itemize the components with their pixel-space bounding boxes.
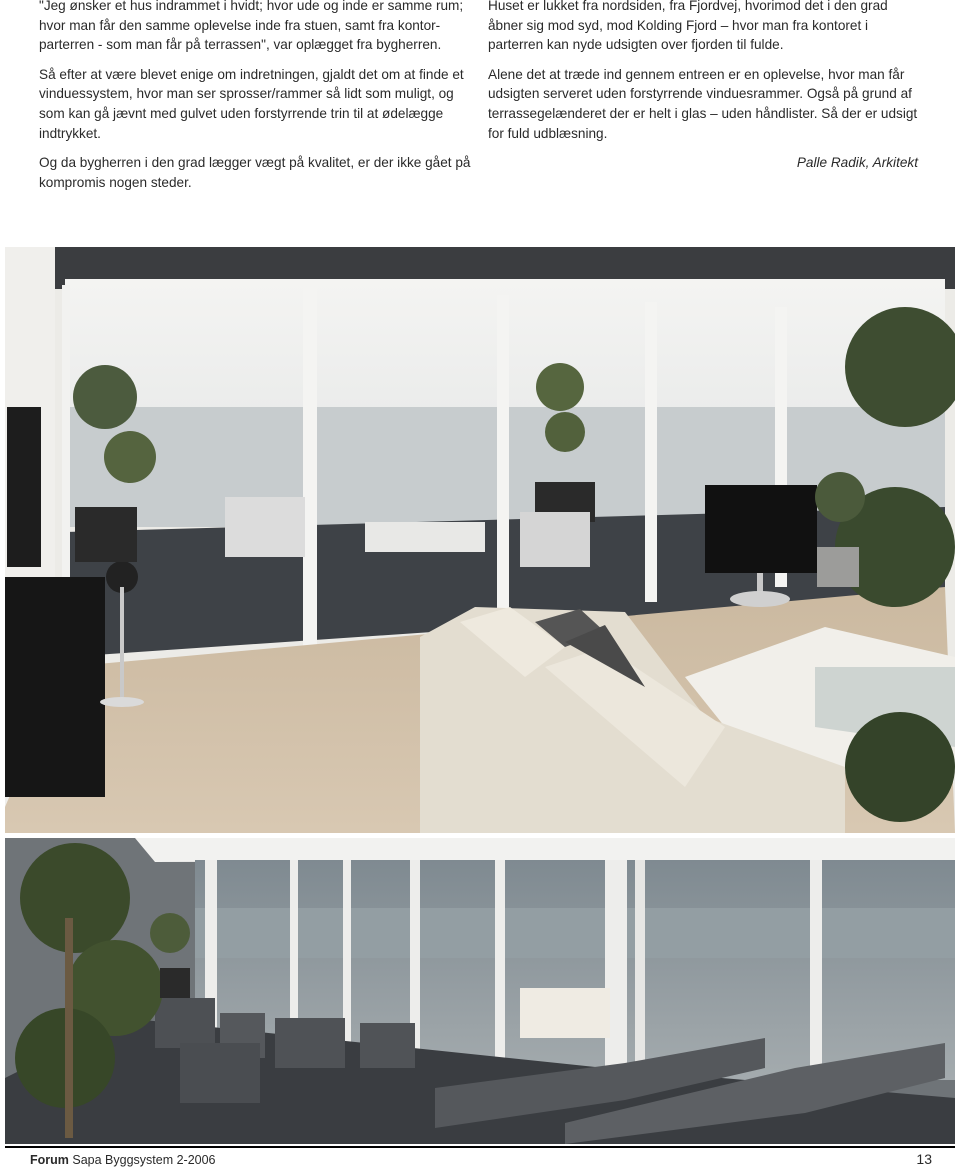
interior-living-room-photo [5,247,955,833]
publication-name-bold: Forum [30,1153,69,1167]
architect-signature: Palle Radik, Arkitekt [796,155,918,171]
left-text-column [39,0,479,202]
terrace-photo-illustration [5,838,955,1144]
terrace-exterior-photo [5,838,955,1144]
footer-publication [30,1153,216,1167]
footer-rule [5,1146,955,1148]
paragraph: Huset er lukket fra nordsiden, fra Fjordvej, hvorimod det i den grad åbner sig mod syd, mod Kolding Fjord – hvor man fra kontoret i parterren kan nyde udsigten over fjorden til fulde. [488,0,888,53]
interior-photo-illustration [5,247,955,833]
paragraph: Alene det at træde ind gennem entreen er en oplevelse, hvor man får udsigten serveret uden forstyrrende vinduesrammer. Også på grund af terrassegelænderet der er helt i glas – uden håndlister. Så der er udsigt for fuld udblæsning. [488,66,918,141]
page-number: 13 [916,1151,932,1167]
paragraph: "Jeg ønsker et hus indrammet i hvidt; hvor ude og inde er samme rum; hvor man får den samme oplevelse inde fra stuen, samt fra kontor-parterren - som man får på terrassen", var oplægget fra bygherren. [39,0,464,53]
paragraph: Så efter at være blevet enige om indretningen, gjaldt det om at finde et vinduessystem, hvor man ser sprosser/rammer så lidt som muligt, og som kan gå jævnt med gulvet uden forstyrrende trin til at ødelægge indtrykket. [39,66,464,141]
right-text-column [488,0,918,173]
publication-issue: Sapa Byggsystem 2-2006 [68,1153,216,1167]
paragraph: Og da bygherren i den grad lægger vægt på kvalitet, er der ikke gået på kompromis nogen steder. [39,155,471,190]
